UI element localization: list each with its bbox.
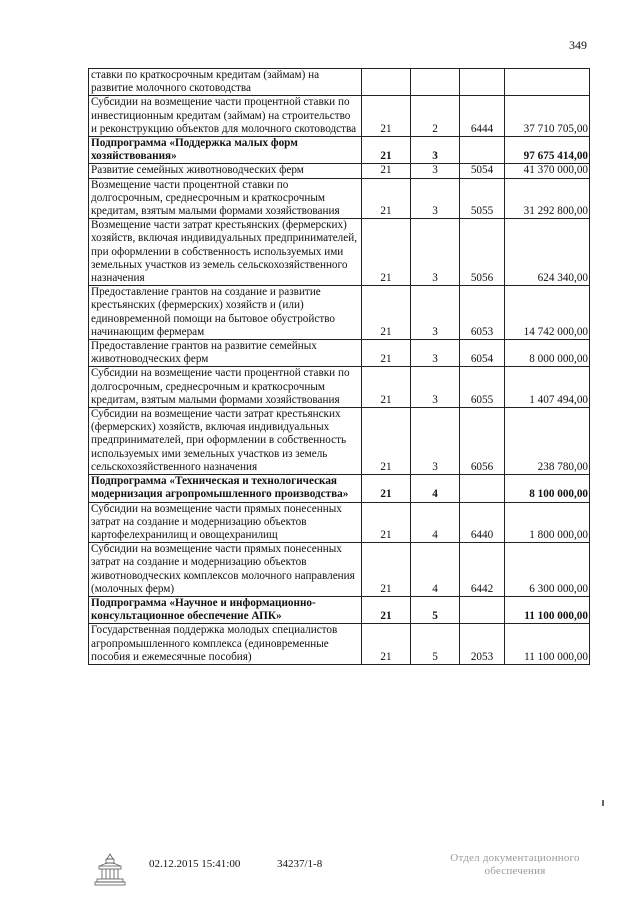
subsection-code-cell: 4: [411, 543, 460, 597]
footer-stamp-line: Отдел документационного: [450, 852, 580, 864]
section-code-cell: 21: [362, 502, 411, 543]
table-row: [89, 178, 590, 219]
article-code-cell: 2053: [460, 624, 505, 665]
section-code-cell: 21: [362, 164, 411, 178]
subsection-code-cell: 5: [411, 624, 460, 665]
table-row: [89, 543, 590, 597]
subsection-code-cell: 3: [411, 164, 460, 178]
article-code-cell: 5056: [460, 219, 505, 286]
table-row: [89, 164, 590, 178]
row-name-cell: Субсидии на возмещение части прямых понесенных затрат на создание и модернизацию объектов картофелехранилищ и овощехранилищ: [89, 502, 362, 543]
subsection-code-cell: 2: [411, 96, 460, 137]
article-code-cell: [460, 475, 505, 502]
amount-cell: 8 000 000,00: [505, 340, 590, 367]
subsection-code-cell: 3: [411, 367, 460, 408]
section-code-cell: 21: [362, 367, 411, 408]
subsection-code-cell: 3: [411, 219, 460, 286]
article-code-cell: [460, 69, 505, 96]
amount-cell: 238 780,00: [505, 408, 590, 475]
section-code-cell: 21: [362, 219, 411, 286]
amount-cell: 97 675 414,00: [505, 137, 590, 164]
table-row: [89, 408, 590, 475]
subprogram-row: [89, 596, 590, 623]
footer-date: 02.12.2015 15:41:00: [149, 858, 241, 870]
article-code-cell: 6444: [460, 96, 505, 137]
amount-cell: 8 100 000,00: [505, 475, 590, 502]
row-name-cell: Государственная поддержка молодых специалистов агропромышленного комплекса (единовременные пособия и ежемесячные пособия): [89, 624, 362, 665]
subsection-code-cell: 3: [411, 178, 460, 219]
row-name-cell: Субсидии на возмещение части процентной ставки по инвестиционным кредитам (займам) на строительство и реконструкцию объектов для молочного скотоводства: [89, 96, 362, 137]
row-name-cell: Предоставление грантов на создание и развитие крестьянских (фермерских) хозяйств и (или) единовременной помощи на бытовое обустройство начинающим фермерам: [89, 286, 362, 340]
budget-table: [88, 68, 590, 665]
amount-cell: 1 407 494,00: [505, 367, 590, 408]
article-code-cell: 6056: [460, 408, 505, 475]
margin-mark: [602, 800, 604, 806]
table-row: [89, 96, 590, 137]
section-code-cell: 21: [362, 137, 411, 164]
amount-cell: 624 340,00: [505, 219, 590, 286]
section-code-cell: [362, 69, 411, 96]
row-name-cell: Субсидии на возмещение части затрат крестьянских (фермерских) хозяйств, включая индивидуальных предпринимателей, при оформлении в собственность используемых ими земельных участков из земель сельскохозяйственного назначения: [89, 408, 362, 475]
row-name-cell: Подпрограмма «Поддержка малых форм хозяйствования»: [89, 137, 362, 164]
article-code-cell: 5055: [460, 178, 505, 219]
table-row: [89, 624, 590, 665]
section-code-cell: 21: [362, 543, 411, 597]
table-row: [89, 286, 590, 340]
article-code-cell: 6440: [460, 502, 505, 543]
row-name-cell: Подпрограмма «Научное и информационно-консультационное обеспечение АПК»: [89, 596, 362, 623]
budget-table-body: [89, 69, 590, 665]
row-name-cell: Возмещение части процентной ставки по долгосрочным, среднесрочным и краткосрочным кредитам, взятым малыми формами хозяйствования: [89, 178, 362, 219]
amount-cell: 31 292 800,00: [505, 178, 590, 219]
subsection-code-cell: 3: [411, 340, 460, 367]
subsection-code-cell: [411, 69, 460, 96]
footer-stamp: [440, 852, 590, 878]
table-row: [89, 502, 590, 543]
row-name-cell: Субсидии на возмещение части процентной ставки по долгосрочным, среднесрочным и краткосрочным кредитам, взятым малыми формами хозяйствования: [89, 367, 362, 408]
subsection-code-cell: 3: [411, 286, 460, 340]
section-code-cell: 21: [362, 596, 411, 623]
amount-cell: 37 710 705,00: [505, 96, 590, 137]
amount-cell: 6 300 000,00: [505, 543, 590, 597]
amount-cell: 41 370 000,00: [505, 164, 590, 178]
section-code-cell: 21: [362, 624, 411, 665]
amount-cell: 14 742 000,00: [505, 286, 590, 340]
section-code-cell: 21: [362, 475, 411, 502]
row-name-cell: Предоставление грантов на развитие семейных животноводческих ферм: [89, 340, 362, 367]
subsection-code-cell: 5: [411, 596, 460, 623]
section-code-cell: 21: [362, 408, 411, 475]
amount-cell: 11 100 000,00: [505, 596, 590, 623]
subsection-code-cell: 4: [411, 502, 460, 543]
row-name-cell: Возмещение части затрат крестьянских (фермерских) хозяйств, включая индивидуальных предпринимателей, при оформлении в собственность используемых ими земельных участков из земель сельскохозяйственного назначения: [89, 219, 362, 286]
emblem-icon: [94, 852, 126, 886]
article-code-cell: 5054: [460, 164, 505, 178]
table-row: [89, 69, 590, 96]
footer-document-code: 34237/1-8: [277, 858, 323, 870]
article-code-cell: 6054: [460, 340, 505, 367]
article-code-cell: 6055: [460, 367, 505, 408]
amount-cell: 11 100 000,00: [505, 624, 590, 665]
section-code-cell: 21: [362, 178, 411, 219]
footer-stamp-line: обеспечения: [484, 865, 546, 877]
article-code-cell: 6442: [460, 543, 505, 597]
section-code-cell: 21: [362, 96, 411, 137]
page-number: 349: [569, 38, 587, 52]
table-row: [89, 340, 590, 367]
row-name-cell: Субсидии на возмещение части прямых понесенных затрат на создание и модернизацию объектов животноводческих комплексов молочного направления (молочных ферм): [89, 543, 362, 597]
subsection-code-cell: 4: [411, 475, 460, 502]
amount-cell: [505, 69, 590, 96]
amount-cell: 1 800 000,00: [505, 502, 590, 543]
subsection-code-cell: 3: [411, 137, 460, 164]
subprogram-row: [89, 475, 590, 502]
article-code-cell: 6053: [460, 286, 505, 340]
subsection-code-cell: 3: [411, 408, 460, 475]
article-code-cell: [460, 137, 505, 164]
subprogram-row: [89, 137, 590, 164]
article-code-cell: [460, 596, 505, 623]
row-name-cell: ставки по краткосрочным кредитам (займам) на развитие молочного скотоводства: [89, 69, 362, 96]
table-row: [89, 219, 590, 286]
table-row: [89, 367, 590, 408]
row-name-cell: Развитие семейных животноводческих ферм: [89, 164, 362, 178]
section-code-cell: 21: [362, 286, 411, 340]
section-code-cell: 21: [362, 340, 411, 367]
row-name-cell: Подпрограмма «Техническая и технологическая модернизация агропромышленного производства»: [89, 475, 362, 502]
